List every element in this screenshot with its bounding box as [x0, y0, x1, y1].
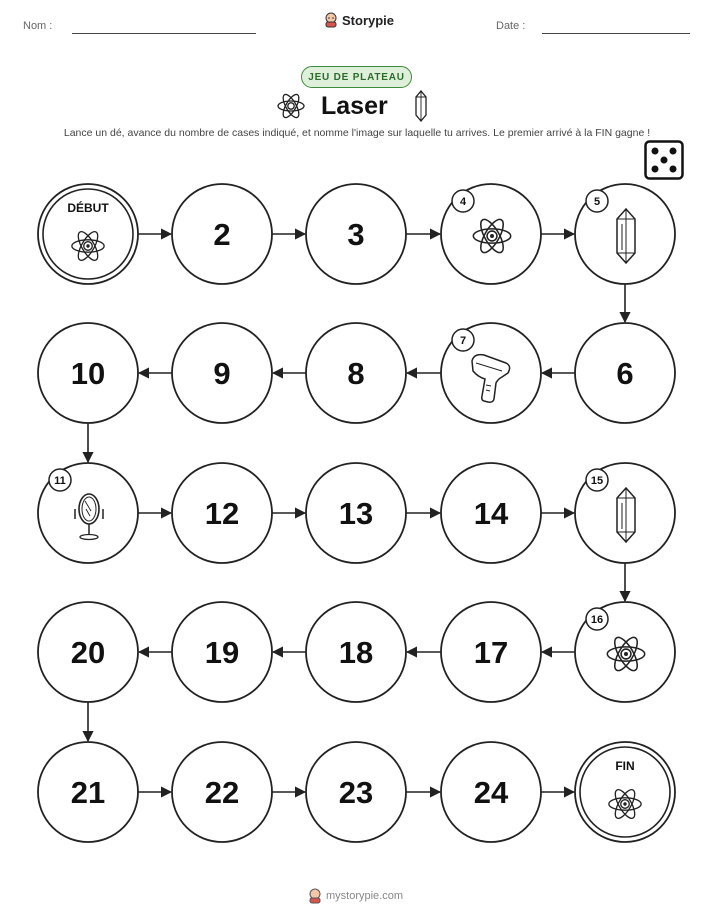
- cell-number: 7: [459, 335, 467, 347]
- cell-number: 6: [616, 356, 634, 391]
- cell-number: 15: [590, 475, 604, 487]
- board-cell-19: [172, 602, 272, 702]
- cell-number: 4: [459, 196, 467, 208]
- board-cell-5: [575, 184, 675, 284]
- board-cell-16: [575, 602, 675, 702]
- cell-number: 3: [347, 217, 365, 252]
- board-cell-1: [38, 184, 138, 284]
- cell-number: 23: [338, 775, 374, 810]
- board-cell-25: [575, 742, 675, 842]
- board-cell-9: [172, 323, 272, 423]
- crystal-icon: [617, 209, 635, 263]
- board-cell-18: [306, 602, 406, 702]
- board-cell-2: [172, 184, 272, 284]
- board-cell-11: [38, 463, 138, 563]
- board-cell-13: [306, 463, 406, 563]
- storypie-mascot-icon: [308, 888, 322, 904]
- start-label: DÉBUT: [67, 201, 109, 215]
- board-cell-21: [38, 742, 138, 842]
- brand-name: Storypie: [342, 12, 395, 28]
- board-cell-7: [441, 323, 541, 423]
- end-label: FIN: [615, 759, 635, 773]
- board-cell-14: [441, 463, 541, 563]
- board-cell-23: [306, 742, 406, 842]
- date-label: Date :: [496, 20, 526, 32]
- board-cell-8: [306, 323, 406, 423]
- board-cell-17: [441, 602, 541, 702]
- cell-number: 14: [473, 496, 509, 531]
- board-cell-3: [306, 184, 406, 284]
- page-title: Laser: [321, 92, 388, 120]
- cell-number: 22: [204, 775, 240, 810]
- board-cell-12: [172, 463, 272, 563]
- cell-number: 17: [473, 635, 509, 670]
- crystal-icon: [617, 488, 635, 542]
- board-cell-15: [575, 463, 675, 563]
- cell-number: 2: [213, 217, 231, 252]
- cell-number: 11: [54, 475, 66, 487]
- cell-number: 24: [473, 775, 509, 810]
- category-badge: JEU DE PLATEAU: [301, 66, 412, 88]
- cell-number: 10: [70, 356, 106, 391]
- footer-url: mystorypie.com: [326, 890, 404, 902]
- board-cell-6: [575, 323, 675, 423]
- board-cell-22: [172, 742, 272, 842]
- cell-number: 18: [338, 635, 374, 670]
- instructions: Lance un dé, avance du nombre de cases indiqué, et nomme l'image sur laquelle tu arrives. Le premier arrivé à la FIN gagne !: [63, 127, 651, 139]
- cell-number: 12: [204, 496, 240, 531]
- cell-number: 21: [70, 775, 106, 810]
- cell-number: 19: [204, 635, 240, 670]
- cell-number: 9: [213, 356, 231, 391]
- cell-number: 13: [338, 496, 374, 531]
- cell-number: 8: [347, 356, 365, 391]
- cell-number: 16: [590, 614, 604, 626]
- board-cell-20: [38, 602, 138, 702]
- cell-number: 5: [593, 196, 601, 208]
- board-cell-10: [38, 323, 138, 423]
- footer: [308, 888, 403, 904]
- name-label: Nom :: [23, 20, 53, 32]
- board-cell-24: [441, 742, 541, 842]
- cell-number: 20: [70, 635, 106, 670]
- board-cell-4: [441, 184, 541, 284]
